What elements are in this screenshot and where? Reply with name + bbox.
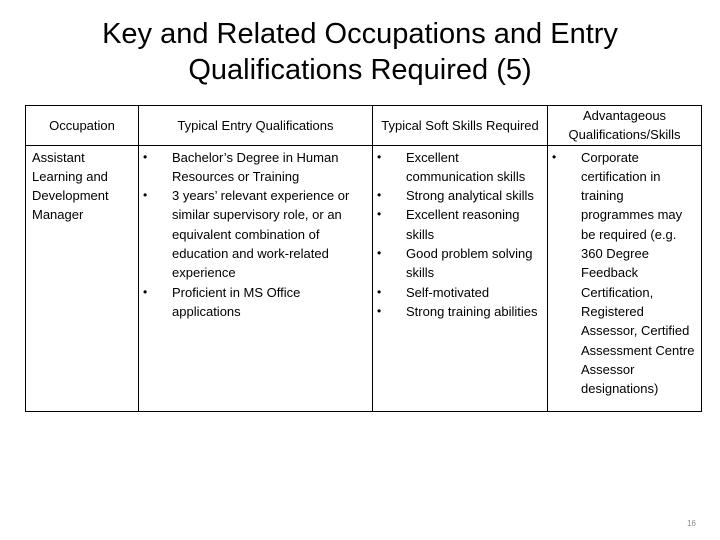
advantageous-list [548, 146, 701, 399]
entry-qualifications-cell [139, 145, 373, 411]
table-row [26, 145, 702, 411]
advantageous-cell [548, 145, 702, 411]
entry-qualification-item: • 3 years’ relevant experience or similar supervisory role, or an equivalent combination of education and work-related experience [139, 186, 368, 282]
entry-qualification-item: • Proficient in MS Office applications [139, 283, 368, 322]
slide-title [40, 16, 680, 88]
soft-skill-item: • Strong training abilities [373, 302, 543, 321]
occupation-cell: Assistant Learning and Development Manager [26, 145, 139, 411]
table-header-row [26, 106, 702, 146]
soft-skills-list [373, 146, 547, 322]
soft-skill-item: • Excellent communication skills [373, 148, 543, 187]
advantageous-item: • Corporate certification in training programmes may be required (e.g. 360 Degree Feedback Certification, Registered Assessor, Certified Assessment Centre Assessor designations) [548, 148, 697, 399]
header-entry-qualifications: Typical Entry Qualifications [139, 106, 373, 146]
soft-skill-item: • Good problem solving skills [373, 244, 543, 283]
qualifications-table [25, 105, 702, 412]
header-occupation: Occupation [26, 106, 139, 146]
soft-skill-item: • Strong analytical skills [373, 186, 543, 205]
header-soft-skills: Typical Soft Skills Required [373, 106, 548, 146]
page-number: 16 [687, 519, 696, 528]
title-line-1: Key and Related Occupations and Entry [102, 18, 618, 50]
entry-qualifications-list [139, 146, 372, 322]
title-line-2: Qualifications Required (5) [188, 54, 532, 86]
soft-skill-item: • Excellent reasoning skills [373, 205, 543, 244]
soft-skill-item: • Self-motivated [373, 283, 543, 302]
entry-qualification-item: • Bachelor’s Degree in Human Resources or Training [139, 148, 368, 187]
soft-skills-cell [373, 145, 548, 411]
header-advantageous: Advantageous Qualifications/Skills [548, 106, 702, 146]
